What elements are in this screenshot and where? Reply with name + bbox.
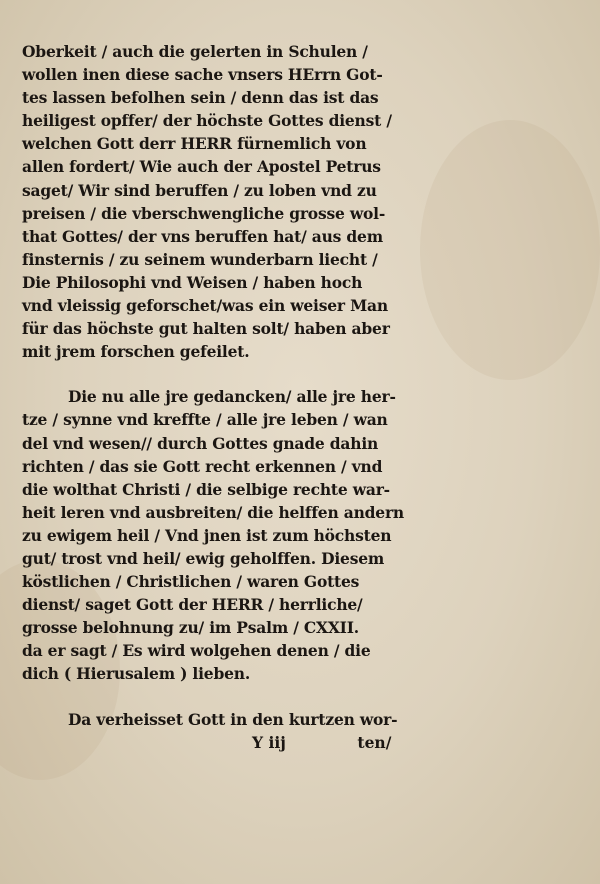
text-line: saget/ Wir sind beruffen / zu loben vnd zu — [22, 180, 377, 200]
text-line: heiligest opffer/ der höchste Gottes dienst / — [22, 111, 392, 131]
text-line: welchen Gott derr HERR fürnemlich von — [22, 134, 367, 154]
text-line: grosse belohnung zu/ im Psalm / CXXII. — [22, 618, 359, 638]
text-line: preisen / die vberschwengliche grosse wol- — [22, 203, 386, 223]
text-line: Die Philosophi vnd Weisen / haben hoch — [22, 272, 363, 292]
paragraph-gap — [22, 686, 432, 708]
text-line: köstlichen / Christlichen / waren Gottes — [22, 572, 360, 592]
text-line: allen fordert/ Wie auch der Apostel Petrus — [22, 157, 381, 177]
text-line: Die nu alle jre gedancken/ alle jre her- — [68, 387, 396, 407]
paper-stain — [420, 120, 600, 380]
text-line: wollen inen diese sache vnsers HErrn Got- — [22, 65, 383, 85]
signature-mark: Y iij — [252, 732, 286, 752]
text-line: für das höchste gut halten solt/ haben aber — [22, 319, 390, 339]
text-line: that Gottes/ der vns beruffen hat/ aus dem — [22, 226, 383, 246]
text-line: zu ewigem heil / Vnd jnen ist zum höchsten — [22, 525, 392, 545]
paragraph-2 — [22, 385, 432, 685]
page-text — [22, 40, 432, 754]
paragraph-3 — [22, 708, 432, 731]
text-line: heit leren vnd ausbreiten/ die helffen andern — [22, 502, 404, 522]
text-line: tes lassen befolhen sein / denn das ist das — [22, 88, 379, 108]
text-line: da er sagt / Es wird wolgehen denen / die — [22, 641, 371, 661]
text-line: mit jrem forschen gefeilet. — [22, 342, 250, 362]
text-line: dich ( Hierusalem ) lieben. — [22, 664, 251, 684]
text-line: vnd vleissig geforschet/was ein weiser Man — [22, 296, 388, 316]
text-line: Oberkeit / auch die gelerten in Schulen / — [22, 42, 368, 61]
signature-row — [22, 731, 432, 754]
paragraph-gap — [22, 363, 432, 385]
paragraph-1 — [22, 40, 432, 363]
text-line: tze / synne vnd kreffte / alle jre leben / wan — [22, 410, 388, 430]
text-line: richten / das sie Gott recht erkennen / vnd — [22, 456, 383, 476]
catchword: ten/ — [357, 732, 392, 752]
text-line: finsternis / zu seinem wunderbarn liecht / — [22, 249, 378, 269]
text-line: del vnd wesen// durch Gottes gnade dahin — [22, 433, 379, 453]
text-line: Da verheisset Gott in den kurtzen wor- — [68, 709, 398, 729]
text-line: die wolthat Christi / die selbige rechte war- — [22, 479, 390, 499]
text-line: gut/ trost vnd heil/ ewig geholffen. Diesem — [22, 548, 385, 568]
text-line: dienst/ saget Gott der HERR / herrliche/ — [22, 595, 363, 615]
